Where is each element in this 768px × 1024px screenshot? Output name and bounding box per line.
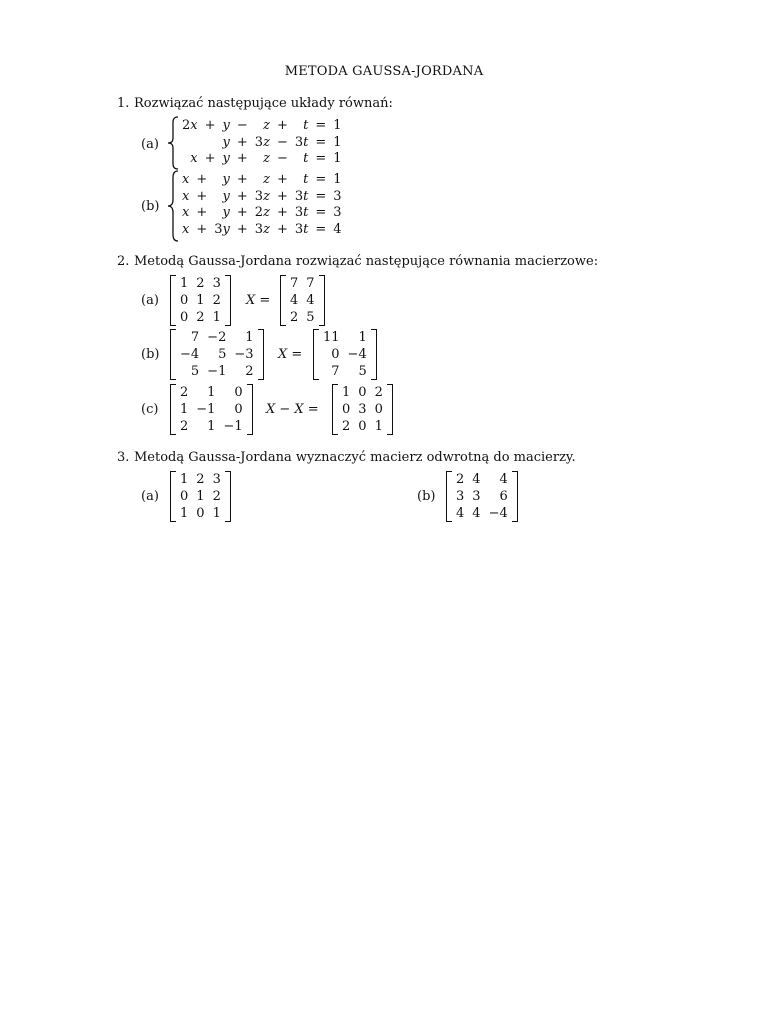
equation-operator: − xyxy=(276,151,288,166)
equation-term: x xyxy=(182,188,190,204)
matrix-entry: −4 xyxy=(347,347,367,362)
matrix-entry: 1 xyxy=(180,506,189,521)
matrix-entry: 1 xyxy=(196,489,205,504)
operator-2c: X − X = xyxy=(266,402,319,417)
problem-3-number: 3. xyxy=(117,450,130,465)
system-1a-row xyxy=(178,151,346,168)
equation-operator: = xyxy=(315,118,327,133)
system-1b xyxy=(178,172,346,238)
equation-operator: + xyxy=(196,188,208,204)
equation-operator: − xyxy=(236,118,248,133)
equation-term xyxy=(178,135,202,152)
equation-operator: = xyxy=(315,221,327,237)
label-2b: (b) xyxy=(141,347,160,362)
equation-term: x xyxy=(182,172,190,187)
matrix-2c-right-row xyxy=(338,401,387,418)
matrix-entry: 1 xyxy=(212,506,221,521)
matrix-entry: 2 xyxy=(212,293,221,308)
problem-1 xyxy=(117,96,393,111)
matrix-entry: 3 xyxy=(472,489,481,504)
right-bracket xyxy=(387,384,393,435)
equation-operator: + xyxy=(276,188,288,204)
matrix-entry: 2 xyxy=(374,385,383,400)
matrix-entry: 2 xyxy=(456,472,465,487)
matrix-entry: 1 xyxy=(180,276,189,291)
equation-term: y xyxy=(222,118,230,133)
equation-term: t xyxy=(303,172,309,187)
label-2c: (c) xyxy=(141,402,159,417)
matrix-entry: 0 xyxy=(180,293,189,308)
matrix-entry: 3 xyxy=(212,276,221,291)
matrix-entry: 0 xyxy=(234,402,243,417)
equation-term: 1 xyxy=(333,118,342,133)
operator-2a: X = xyxy=(246,293,271,308)
equation-term: y xyxy=(222,172,230,187)
matrix-entry: 0 xyxy=(358,419,367,434)
equation-operator: = xyxy=(315,188,327,204)
right-bracket xyxy=(225,471,231,522)
matrix-entry: 0 xyxy=(358,385,367,400)
right-bracket xyxy=(512,471,518,522)
matrix-entry: 2 xyxy=(342,419,351,434)
right-bracket xyxy=(247,384,253,435)
equation-term: z xyxy=(263,172,270,187)
equation-term xyxy=(202,135,219,152)
matrix-entry: −1 xyxy=(207,364,227,379)
matrix-entry: −4 xyxy=(180,347,200,362)
equation-term: y xyxy=(222,151,230,166)
equation-operator: + xyxy=(236,188,248,204)
right-bracket xyxy=(258,329,264,380)
equation-term: 3 xyxy=(333,188,342,204)
equation-operator: + xyxy=(204,118,216,133)
matrix-2a-left-row xyxy=(176,275,225,292)
matrix-entry: 1 xyxy=(180,402,189,417)
matrix-3a-row xyxy=(176,505,225,522)
equation-operator: = xyxy=(315,134,327,150)
matrix-2a-left-row xyxy=(176,309,225,326)
label-3a: (a) xyxy=(141,489,159,504)
matrix-entry: 4 xyxy=(472,472,481,487)
equation-term: 3t xyxy=(294,221,309,237)
matrix-2a-left-row xyxy=(176,292,225,309)
matrix-entry: 5 xyxy=(190,364,200,379)
system-1b-row xyxy=(178,205,346,222)
matrix-entry: −1 xyxy=(196,402,216,417)
matrix-entry: 0 xyxy=(180,489,189,504)
matrix-entry: 1 xyxy=(374,419,383,434)
equation-term: z xyxy=(263,118,270,133)
system-1b-row xyxy=(178,172,346,189)
matrix-entry: 7 xyxy=(306,276,315,291)
problem-3-text: Metodą Gaussa-Jordana wyznaczyć macierz odwrotną do macierzy. xyxy=(134,450,576,465)
matrix-entry: 0 xyxy=(180,310,189,325)
equation-term: y xyxy=(222,134,230,150)
equation-term: 2x xyxy=(182,118,198,133)
matrix-2c-left-row xyxy=(176,384,247,401)
equation-term: 3y xyxy=(214,221,230,237)
matrix-entry: 0 xyxy=(374,402,383,417)
equation-operator: − xyxy=(276,134,288,150)
matrix-entry: 4 xyxy=(456,506,465,521)
matrix-entry: 6 xyxy=(499,489,508,504)
problem-2 xyxy=(117,254,598,269)
matrix-2b-right xyxy=(313,329,377,380)
matrix-entry: −3 xyxy=(234,347,254,362)
system-1a xyxy=(178,118,346,168)
matrix-entry: 3 xyxy=(358,402,367,417)
equation-term: 1 xyxy=(333,172,342,187)
matrix-entry: 2 xyxy=(196,310,205,325)
matrix-2b-left xyxy=(170,329,264,380)
system-1a-row xyxy=(178,135,346,152)
matrix-entry: 4 xyxy=(290,293,299,308)
matrix-2b-left-row xyxy=(176,346,258,363)
equation-operator: + xyxy=(236,172,248,187)
matrix-3b-row xyxy=(452,488,512,505)
matrix-entry: 1 xyxy=(196,293,205,308)
matrix-2c-right-row xyxy=(338,418,387,435)
matrix-2c-right-row xyxy=(338,384,387,401)
equation-operator: + xyxy=(196,172,208,187)
matrix-entry: 2 xyxy=(196,472,205,487)
equation-operator: + xyxy=(276,172,288,187)
matrix-entry: 2 xyxy=(180,419,189,434)
equation-term: 3z xyxy=(254,221,270,237)
label-1b: (b) xyxy=(141,199,160,214)
equation-operator: + xyxy=(276,205,288,220)
matrix-entry: −4 xyxy=(488,506,508,521)
matrix-2a-left xyxy=(170,275,231,326)
matrix-entry: 2 xyxy=(245,364,254,379)
matrix-2a-right-row xyxy=(286,309,319,326)
equation-operator: = xyxy=(315,151,327,166)
matrix-entry: 7 xyxy=(331,364,340,379)
equation-term: 3z xyxy=(254,134,270,150)
matrix-entry: 0 xyxy=(331,347,340,362)
matrix-entry: 2 xyxy=(290,310,299,325)
problem-2-text: Metodą Gaussa-Jordana rozwiązać następujące równania macierzowe: xyxy=(134,254,599,269)
matrix-entry: 1 xyxy=(342,385,351,400)
equation-operator: + xyxy=(204,151,216,166)
page-title: METODA GAUSSA-JORDANA xyxy=(284,64,484,79)
matrix-entry: 2 xyxy=(212,489,221,504)
equation-term: 1 xyxy=(333,151,342,166)
matrix-entry: 1 xyxy=(245,330,254,345)
matrix-2a-right xyxy=(280,275,325,326)
matrix-2c-right xyxy=(332,384,393,435)
matrix-entry: 1 xyxy=(212,310,221,325)
matrix-3b xyxy=(446,471,518,522)
equation-term: 3 xyxy=(333,205,342,220)
equation-operator: = xyxy=(315,205,327,220)
matrix-entry: 1 xyxy=(207,419,216,434)
matrix-2a-right-row xyxy=(286,292,319,309)
label-1a: (a) xyxy=(141,137,159,152)
matrix-entry: 5 xyxy=(358,364,367,379)
matrix-entry: 2 xyxy=(180,385,189,400)
equation-operator: + xyxy=(196,221,208,237)
matrix-entry: 5 xyxy=(306,310,315,325)
equation-term: x xyxy=(190,151,198,166)
system-1b-row xyxy=(178,189,346,206)
matrix-2c-left-row xyxy=(176,418,247,435)
equation-operator: + xyxy=(236,151,248,166)
equation-operator: = xyxy=(315,172,327,187)
equation-operator: + xyxy=(196,205,208,220)
matrix-2c-left-row xyxy=(176,401,247,418)
equation-operator: + xyxy=(236,134,248,150)
equation-term: y xyxy=(222,205,230,220)
equation-term: x xyxy=(182,205,190,220)
matrix-2c-left xyxy=(170,384,253,435)
matrix-entry: 7 xyxy=(290,276,299,291)
equation-term: t xyxy=(303,118,309,133)
label-2a: (a) xyxy=(141,293,159,308)
equation-term: y xyxy=(222,188,230,204)
right-bracket xyxy=(319,275,325,326)
matrix-entry: 1 xyxy=(358,330,367,345)
matrix-3a-row xyxy=(176,471,225,488)
equation-operator: + xyxy=(276,221,288,237)
equation-term: x xyxy=(182,221,190,237)
equation-term: 3t xyxy=(294,134,309,150)
matrix-entry: 4 xyxy=(306,293,315,308)
equation-term: t xyxy=(303,151,309,166)
matrix-2b-right-row xyxy=(319,329,371,346)
system-1a-row xyxy=(178,118,346,135)
right-bracket xyxy=(225,275,231,326)
matrix-2b-left-row xyxy=(176,329,258,346)
matrix-entry: 3 xyxy=(212,472,221,487)
problem-3 xyxy=(117,450,576,465)
matrix-entry: 0 xyxy=(234,385,243,400)
matrix-entry: 3 xyxy=(456,489,465,504)
matrix-entry: 1 xyxy=(180,472,189,487)
equation-operator: + xyxy=(236,221,248,237)
equation-operator: + xyxy=(236,205,248,220)
equation-term: 2z xyxy=(254,205,270,220)
matrix-2b-right-row xyxy=(319,346,371,363)
matrix-entry: 2 xyxy=(196,276,205,291)
operator-2b: X = xyxy=(278,347,303,362)
equation-term: z xyxy=(263,151,270,166)
matrix-entry: 4 xyxy=(472,506,481,521)
matrix-entry: 0 xyxy=(196,506,205,521)
matrix-entry: 0 xyxy=(342,402,351,417)
problem-1-text: Rozwiązać następujące układy równań: xyxy=(134,96,393,111)
equation-operator: + xyxy=(276,118,288,133)
matrix-2b-left-row xyxy=(176,363,258,380)
matrix-entry: 5 xyxy=(218,347,227,362)
matrix-3b-row xyxy=(452,505,512,522)
equation-term: 1 xyxy=(333,134,342,150)
equation-term: 4 xyxy=(333,221,342,237)
equation-term: 3t xyxy=(294,205,309,220)
right-bracket xyxy=(371,329,377,380)
label-3b: (b) xyxy=(417,489,436,504)
matrix-2a-right-row xyxy=(286,275,319,292)
matrix-3b-row xyxy=(452,471,512,488)
matrix-entry: 11 xyxy=(323,330,340,345)
matrix-entry: −1 xyxy=(223,419,243,434)
problem-1-number: 1. xyxy=(117,96,130,111)
matrix-3a-row xyxy=(176,488,225,505)
matrix-2b-right-row xyxy=(319,363,371,380)
system-1b-row xyxy=(178,222,346,239)
matrix-entry: −2 xyxy=(207,330,227,345)
matrix-3a xyxy=(170,471,231,522)
equation-term: 3t xyxy=(294,188,309,204)
equation-term: 3z xyxy=(254,188,270,204)
matrix-entry: 1 xyxy=(207,385,216,400)
matrix-entry: 7 xyxy=(190,330,200,345)
problem-2-number: 2. xyxy=(117,254,130,269)
matrix-entry: 4 xyxy=(499,472,508,487)
